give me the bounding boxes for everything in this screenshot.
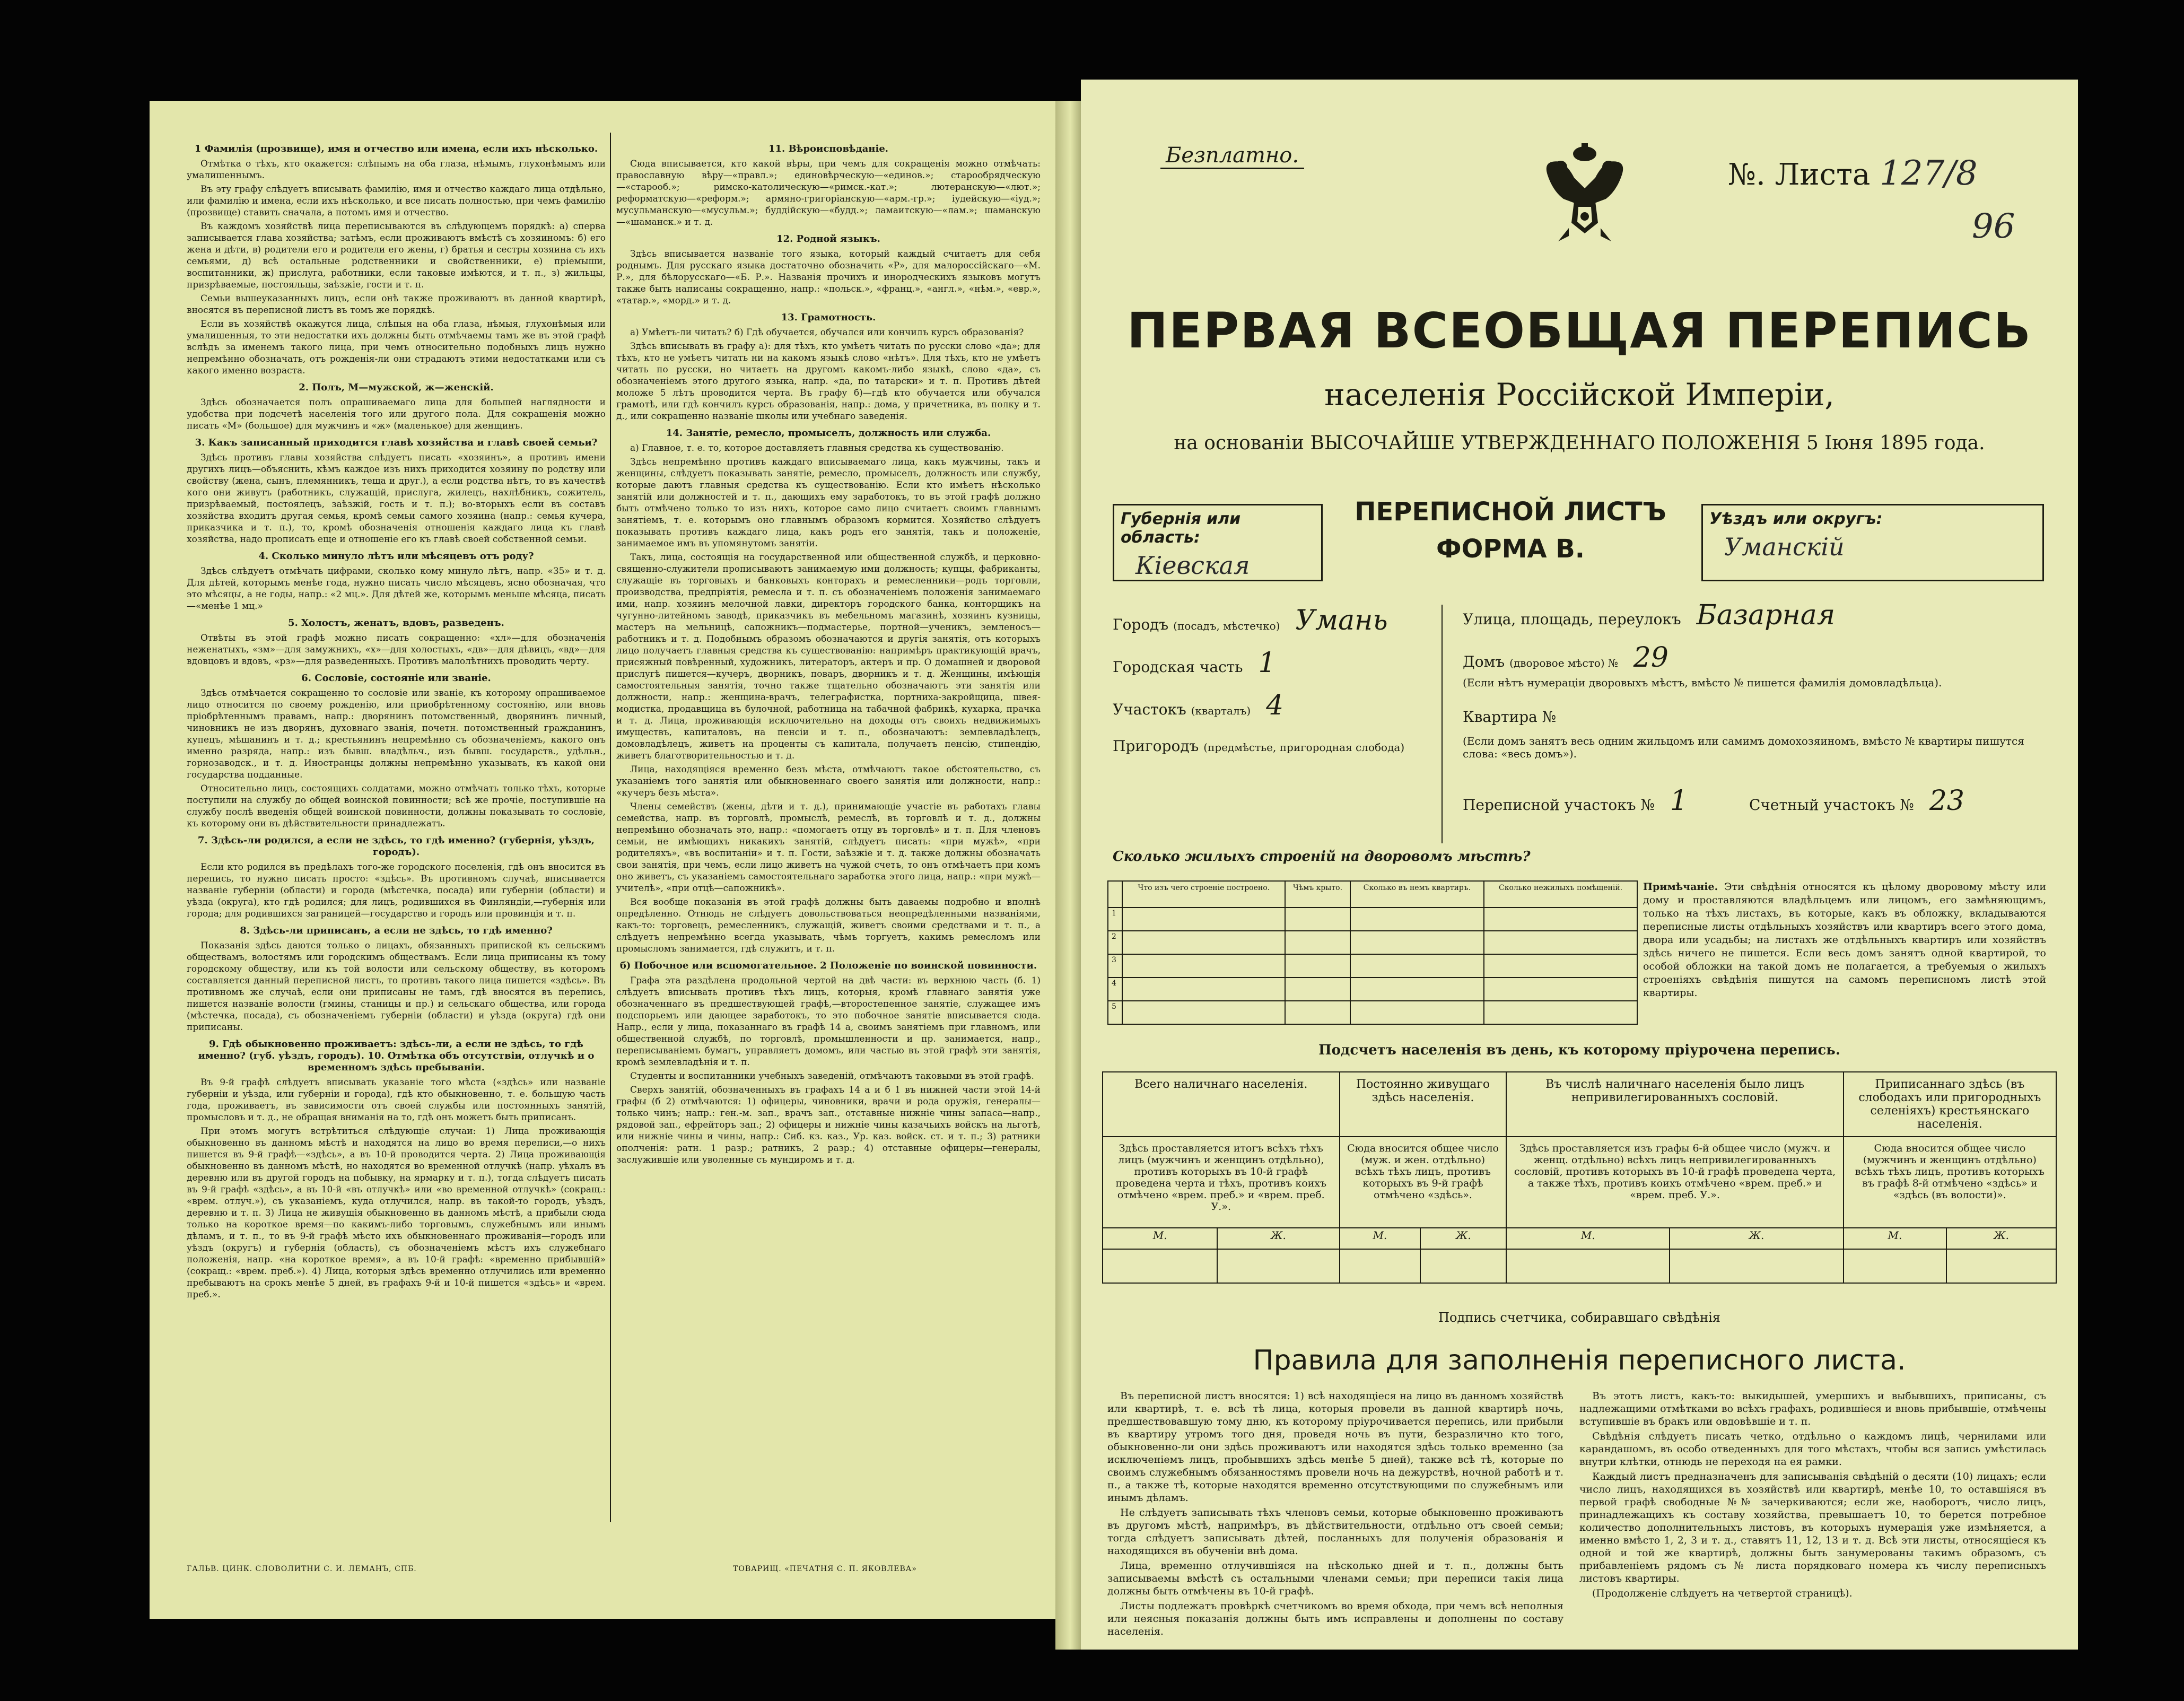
count-header: Приписаннаго здѣсь (въ слободахъ или пригородныхъ селеніяхъ) крестьянскаго населенія.	[1844, 1072, 2056, 1137]
buildings-cell	[1285, 931, 1350, 954]
count-female-label: Ж.	[1670, 1228, 1844, 1249]
buildings-cell	[1484, 1001, 1637, 1024]
buildings-cell	[1350, 908, 1484, 931]
buildings-row-number: 2	[1108, 931, 1122, 954]
buildings-cell	[1122, 978, 1285, 1001]
city-part-value: 1	[1258, 647, 1276, 679]
instruction-paragraph: При этомъ могутъ встрѣтиться слѣдующіе случаи: 1) Лица проживающія обыкновенно въ данномъ мѣстѣ и находятся на лицо во время переписи,—о нихъ пишется въ 9-й графѣ—«здѣсь», а въ 10-й проводится черта. 2) Лица проживающія обыкновенно въ данномъ мѣстѣ, но находятся во временной отлучкѣ (напр. уѣхалъ въ деревню или въ другой городъ на побывку, на ярмарку и т. п.), тогда слѣдуетъ писать въ 9-й графѣ «здѣсь», а въ 10-й «въ отлучкѣ» или «во временной отлучкѣ» (сокращ.: «врем. отлуч.»), съ указаніемъ, куда отлучился, напр. въ такой-то городъ, уѣздъ, деревню и т. п. 3) Лица не живущія обыкновенно въ данномъ мѣстѣ, а прибыли сюда только на короткое время—по какимъ-либо торговымъ, служебнымъ или инымъ дѣламъ, и т. п., то въ 9-й графѣ мѣсто ихъ обыкновеннаго проживанія—городъ или уѣздъ (округъ) и губернія (область), съ обозначеніемъ мѣстъ ихъ служебнаго положенія, напр. «на короткое время», а въ 10-й графѣ: «временно прибывшій» (сокращ.: «врем. преб.»). 4) Лица, которыя здѣсь временно отлучились или временно пребываютъ на срокъ менѣе 5 дней, въ графахъ 9-й и 10-й пишется «здѣсь» и «врем. преб.».	[187, 1126, 606, 1300]
count-description: Сюда вносится общее число (мужчинъ и женщинъ отдѣльно) всѣхъ тѣхъ лицъ, противъ которыхъ въ графѣ 8-й отмѣчено «здѣсь» и «здѣсь (въ волости)».	[1844, 1137, 2056, 1228]
section-heading: 12. Родной языкъ.	[776, 233, 880, 245]
count-male-label: М.	[1103, 1228, 1217, 1249]
section-heading: 14. Занятіе, ремесло, промыселъ, должность или служба.	[666, 428, 991, 439]
count-female-label: Ж.	[1946, 1228, 2056, 1249]
count-male-cell	[1340, 1249, 1421, 1283]
rules-paragraph: Въ этотъ листъ, какъ-то: выкидышей, умершихъ и выбывшихъ, приписаны, съ надлежащими отмѣтками во всѣхъ графахъ, родившіеся и вновь прибывшіе, отмѣчены вступившіе въ бракъ или овдовѣвшіе и т. п.	[1579, 1390, 2046, 1427]
buildings-header: Сколько въ немъ квартиръ.	[1350, 881, 1484, 908]
buildings-row	[1108, 931, 1637, 954]
rules-paragraph: Свѣдѣнія слѣдуетъ писать четко, отдѣльно о каждомъ лицѣ, чернилами или карандашомъ, въ особо отведенныхъ для того мѣстахъ, чтобы вся запись умѣстилась внутри клѣтки, отнюдь не переходя на ея рамки.	[1579, 1430, 2046, 1468]
instruction-paragraph: Относительно лицъ, состоящихъ солдатами, можно отмѣчать только тѣхъ, которые поступили на службу до общей воинской повинности; всѣ же прочіе, поступившіе на службу послѣ введенія общей воинской повинности, должны показывать то сословіе, къ которому они въ дѣйствительности принадлежатъ.	[187, 783, 606, 829]
count-district-value: 23	[1929, 785, 1965, 817]
instruction-paragraph: Въ каждомъ хозяйствѣ лица переписываются въ слѣдующемъ порядкѣ: а) сперва записывается глава хозяйства; затѣмъ, если проживаютъ вмѣстѣ съ хозяиномъ: б) его жена и дѣти, в) родители его и родители его жены, г) братья и сестры хозяина съ ихъ семьями, д) всѣ остальные родственники и свойственники, е) пріемыши, воспитанники, ж) прислуга, работники, если таковые имѣются, и т. п., з) жильцы, призрѣваемые, постояльцы, заѣзжіе, гости и т. п.	[187, 221, 606, 290]
instruction-paragraph: Семьи вышеуказанныхъ лицъ, если онѣ также проживаютъ въ данной квартирѣ, вносятся въ переписной листъ въ томъ же порядкѣ.	[187, 293, 606, 316]
apartment-hint: (Если домъ занятъ весь одним жильцомъ или самимъ домохозяиномъ, вмѣсто № квартиры пишутся слова: «весь домъ»).	[1463, 735, 2024, 760]
section-heading: 11. Вѣроисповѣданіе.	[768, 143, 889, 154]
instruction-paragraph: Здѣсь обозначается полъ опрашиваемаго лица для большей наглядности и удобства при подсчетѣ населенія того или другого пола. Для сокращенія можно писать «М» (большое) для мужчинъ и «ж» (маленькое) для женщинъ.	[187, 397, 606, 431]
buildings-cell	[1122, 931, 1285, 954]
buildings-note	[1643, 880, 2046, 1000]
rules-paragraph: Каждый листъ предназначенъ для записыванія свѣдѣній о десяти (10) лицахъ; если число лицъ, находящихся въ хозяйствѣ или квартирѣ, менѣе 10, то оставшіяся въ первой графѣ свободные №№ зачеркиваются; если же, наоборотъ, число лицъ, принадлежащихъ къ составу хозяйства, превышаетъ 10, то берется потребное количество дополнительныхъ листовъ, въ которыхъ нумерація уже измѣняется, а именно вмѣсто 1, 2, 3 и т. д., ставятъ 11, 12, 13 и т. д. Всѣ эти листы, относящіеся къ одной и той же квартирѣ, должны быть занумерованы такимъ образомъ, съ прибавленіемъ рядомъ съ № листа порядковаго номера къ числу переписныхъ листовъ квартиры.	[1579, 1471, 2046, 1584]
gubernia-label: Губернія или область:	[1121, 510, 1241, 547]
buildings-cell	[1484, 954, 1637, 978]
buildings-row-number: 3	[1108, 954, 1122, 978]
section-heading: 2. Полъ, М—мужской, ж—женскій.	[299, 382, 494, 393]
instruction-paragraph: Здѣсь вписывать въ графу а): для тѣхъ, кто умѣетъ читать по русски слово «да»; для тѣхъ, кто не умѣетъ читать ни на какомъ языкѣ слово «нѣтъ». Для тѣхъ, кто не умѣетъ читать по русски, но читаетъ на другомъ какомъ-либо языкѣ, слово «да», съ обозначеніемъ этого другого языка, напр. «да, по татарски» и т. п. Противъ дѣтей моложе 5 лѣтъ проводится черта. Въ графу б)—гдѣ кто обучается или обучался грамотѣ, или гдѣ кончилъ курсъ образованія, напр.: дома, у причетника, въ полку и т. д., или сокращенно названіе школы или учебнаго заведенія.	[616, 341, 1041, 422]
gubernia-box	[1113, 504, 1323, 581]
buildings-cell	[1350, 978, 1484, 1001]
census-district-value: 1	[1670, 785, 1688, 817]
buildings-header: Сколько нежилыхъ помѣщеній.	[1484, 881, 1637, 908]
gubernia-value: Кіевская	[1135, 551, 1250, 580]
section-heading: 3. Какъ записанный приходится главѣ хозяйства и главѣ своей семьи?	[195, 437, 598, 448]
rules-paragraph: Въ переписной листъ вносятся: 1) всѣ находящіеся на лицо въ данномъ хозяйствѣ или квартирѣ, т. е. всѣ тѣ лица, которыя провели въ данной квартирѣ ночь, предшествовавшую тому дню, къ которому пріурочивается перепись, или прибыли въ квартиру утромъ того дня, проведя ночь въ пути, безразлично кто того, обыкновенно-ли они здѣсь проживаютъ или находятся здѣсь только временно (за исключеніемъ лицъ, пробывшихъ здѣсь менѣе 5 дней), также всѣ тѣ, которые по своимъ служебнымъ обязанностямъ провели ночь на дежурствѣ, ночной работѣ и т. п., а также тѣ, которые находятся временно отсутствующими по служебнымъ или инымъ дѣламъ.	[1107, 1390, 1563, 1504]
count-female-label: Ж.	[1420, 1228, 1506, 1249]
buildings-header: Что изъ чего строеніе построено.	[1122, 881, 1285, 908]
buildings-row-number: 4	[1108, 978, 1122, 1001]
count-female-cell	[1670, 1249, 1844, 1283]
section-heading: 13. Грамотность.	[781, 312, 876, 323]
section-heading: 1 Фамилія (прозвище), имя и отчество или имена, если ихъ нѣсколько.	[194, 143, 598, 154]
house-hint: (Если нѣтъ нумераціи дворовыхъ мѣстъ, вмѣсто № пишется фамилія домовладѣльца).	[1463, 676, 1942, 689]
double-headed-eagle-emblem	[1537, 138, 1632, 244]
buildings-cell	[1122, 908, 1285, 931]
instruction-paragraph: Такъ, лица, состоящія на государственной или общественной службѣ, и церковно-священно-служители прописываютъ занимаемую ими должность; купцы, фабриканты, служащіе въ торговыхъ и банковыхъ конторахъ и ремесленники—родъ торговли, производства, предпріятія, ремесла и т. п. съ обозначеніемъ положенія занимаемаго ими, напр. хозяинъ мелочной лавки, директоръ городского банка, конторщикъ на чугунно-литейномъ заводѣ, приказчикъ въ мебельномъ магазинѣ, хозяинъ кузницы, мастеръ на мельницѣ, сапожникъ—подмастерье, портной—ученикъ, земленосъ—работникъ и т. д. Подобнымъ образомъ обозначаются и другія занятія, отъ которыхъ лицо получаетъ главныя средства къ существованію: напримѣръ практикующій врачъ, присяжный повѣренный, художникъ, литераторъ, актеръ и пр. О домашней и дворовой прислугѣ пишется—кучеръ, дворникъ, поваръ, дворникъ и т. д. Женщины, имѣющія самостоятельныя занятія, точно также тщательно обозначаютъ эти занятія или должности, напр.: женщина-врачъ, телеграфистка, портниха-закройщица, швея-модистка, продавщица въ булочной, работница на табачной фабрикѣ, кухарка, прачка и т. д. Лица, проживающія исключительно на доходы отъ своихъ недвижимыхъ имуществъ, капиталовъ, на пенсіи и т. п., обозначаютъ: землевладѣлецъ, домовладѣлецъ, живетъ на проценты съ капитала, получаетъ пенсію, стипендію, живетъ благотворительностью и т. д.	[616, 552, 1041, 761]
count-male-cell	[1506, 1249, 1670, 1283]
census-subtitle: населенія Россійской Имперіи,	[1324, 377, 1834, 413]
buildings-question: Сколько жилыхъ строеній на дворовомъ мѣстѣ?	[1113, 849, 1531, 865]
census-district-field: Переписной участокъ № 1	[1463, 785, 1688, 817]
section-heading: 6. Сословіе, состояніе или званіе.	[301, 673, 491, 684]
instruction-paragraph: Если въ хозяйствѣ окажутся лица, слѣпыя на оба глаза, нѣмыя, глухонѣмыя или умалишенныя, то эти недостатки ихъ должны быть отмѣчаемы тамъ же въ этой графѣ вслѣдъ за именемъ такого лица, при чемъ относительно подобныхъ лицъ нужно непремѣнно обозначать, отъ рожденія-ли они страдаютъ этими недостатками или съ какого именно возраста.	[187, 319, 606, 376]
instruction-paragraph: Сверхъ занятій, обозначенныхъ въ графахъ 14 а и б 1 въ нижней части этой 14-й графы (б 2) отмѣчаются: 1) офицеры, чиновники, врачи и рода оружія, генералы—только чинъ; напр.: ген.-м. зап., врачъ зап., отставные нижніе чины запаса—напр., рядовой зап., ефрейторъ зап.; 2) офицеры и нижніе чины казачьихъ войскъ на льготѣ, или нижніе чины и чины, напр.: Сиб. кз. каз., Ур. каз. войск. ст. и т. п.; 3) ратники ополченія: ратн. 1 разр.; ратникъ, 2 разр.; 4) отставные офицеры—генералы, заслужившіе или уволенные съ мундиромъ и т. д.	[616, 1085, 1041, 1165]
section-heading: 7. Здѣсь-ли родился, а если не здѣсь, то гдѣ именно? (губернія, уѣздъ, городъ).	[197, 835, 595, 858]
rules-column-right	[1579, 1390, 2046, 1602]
buildings-cell	[1122, 1001, 1285, 1024]
population-count-title: Подсчетъ населенія въ день, къ которому пріурочена перепись.	[1318, 1042, 1840, 1058]
count-male-cell	[1844, 1249, 1946, 1283]
count-description: Здѣсь проставляется изъ графы 6-й общее число (мужч. и женщ. отдѣльно) всѣхъ лицъ непривилегированныхъ сословій, противъ которыхъ въ 10-й графѣ проведена черта, а также тѣхъ, противъ коихъ отмѣчено «врем. преб.» и «врем. преб. У.».	[1506, 1137, 1843, 1228]
apartment-field: Квартира №	[1463, 708, 1557, 726]
count-male-label: М.	[1506, 1228, 1670, 1249]
count-female-label: Ж.	[1217, 1228, 1339, 1249]
instruction-paragraph: Здѣсь вписывается названіе того языка, который каждый считаетъ для себя роднымъ. Для русскаго языка достаточно обозначить «Р», для малороссійскаго—«М. Р.», для бѣлорусскаго—«Б. Р.». Названія прочихъ и инородческихъ языковъ могутъ также быть написаны сокращенно, напр.: «польск.», «франц.», «англ.», «нѣм.», «евр.», «татар.», «морд.» и т. д.	[616, 249, 1041, 306]
instruction-paragraph: а) Умѣетъ-ли читать? б) Гдѣ обучается, обучался или кончилъ курсъ образованія?	[630, 327, 1024, 338]
buildings-cell	[1285, 908, 1350, 931]
buildings-cell	[1122, 954, 1285, 978]
buildings-cell	[1285, 954, 1350, 978]
count-header: Постоянно живущаго здѣсь населенія.	[1340, 1072, 1507, 1137]
buildings-header: Чѣмъ крыто.	[1285, 881, 1350, 908]
population-count-table	[1102, 1071, 2057, 1284]
section-heading: 8. Здѣсь-ли приписанъ, а если не здѣсь, то гдѣ именно?	[240, 925, 553, 936]
instructions-column-right	[616, 138, 1041, 1168]
instruction-paragraph: Здѣсь противъ главы хозяйства слѣдуетъ писать «хозяинъ», а противъ имени другихъ лицъ—объяснить, кѣмъ каждое изъ нихъ приходится хозяину по родству или свойству (жена, сынъ, племянникъ, теща и друг.), а если родства нѣтъ, то въ качествѣ кого они живутъ (работникъ, служащій, прислуга, жилецъ, нахлѣбникъ, сожитель, призрѣваемый, постоялецъ, заѣзжій, гость и т. п.); во-вторыхъ если въ составъ хозяйства входитъ другая семья, кромѣ семьи самого хозяина (напр.: семья кучера, приказчика и т. п.), то, кромѣ обозначенія отношенія каждаго лица къ главѣ хозяйства, надо прописать еще и отношеніе его къ главѣ своей собственной семьи.	[187, 452, 606, 545]
instruction-paragraph: Лица, находящіяся временно безъ мѣста, отмѣчаютъ такое обстоятельство, съ указаніемъ того занятія или обыкновеннаго своего занятія или должности, напр.: «кучеръ безъ мѣста».	[616, 764, 1041, 798]
instruction-paragraph: Студенты и воспитанники учебныхъ заведеній, отмѣчаютъ таковыми въ этой графѣ.	[630, 1071, 1034, 1081]
street-value: Базарная	[1696, 599, 1836, 631]
rules-paragraph: (Продолженіе слѣдуетъ на четвертой страницѣ).	[1592, 1587, 1853, 1599]
instruction-paragraph: Показанія здѣсь даются только о лицахъ, обязанныхъ припиской къ сельскимъ обществамъ, волостямъ или городскимъ обществамъ. Если лица приписаны къ тому городскому обществу, или къ той волости или сельскому обществу, въ которомъ составляется данный переписной листъ, то противъ такого лица пишется «здѣсь». Въ противномъ же случаѣ, если они приписаны не тамъ, гдѣ вносятся въ перепись, пишется названіе волости (гмины, станицы и пр.) и сельскаго общества, или города (мѣстечка, посада), съ обозначеніемъ губерніи (области) и уѣзда (округа) гдѣ они приписаны.	[187, 940, 606, 1033]
instruction-paragraph: Отмѣтка о тѣхъ, кто окажется: слѣпымъ на оба глаза, нѣмымъ, глухонѣмымъ или умалишеннымъ.	[187, 159, 606, 181]
census-legal-basis: на основаніи ВЫСОЧАЙШЕ УТВЕРЖДЕННАГО ПОЛОЖЕНІЯ 5 Іюня 1895 года.	[1174, 432, 1985, 454]
house-value: 29	[1633, 642, 1668, 674]
street-field: Улица, площадь, переулокъ Базарная	[1463, 599, 1836, 631]
buildings-cell	[1484, 931, 1637, 954]
instruction-paragraph: Графа эта раздѣлена продольной чертой на двѣ части: въ верхнюю часть (б. 1) слѣдуетъ вписывать противъ тѣхъ лицъ, которыя, кромѣ главнаго занятія уже обозначеннаго въ предшествующей графѣ,—второстепенное занятіе, служащее имъ подспорьемъ или дающее заработокъ, то это побочное занятіе вписывается сюда. Напр., если у лица, показаннаго въ графѣ 14 а, своимъ занятіемъ при главномъ, или общественной службѣ, по торговлѣ, промышленности и пр. занимается, напр., переписываніемъ бумагъ, управляетъ домомъ, или частью въ этой графѣ эти занятія, кромѣ землевладѣнія и т. п.	[616, 975, 1041, 1068]
count-header: Въ числѣ наличнаго населенія было лицъ непривилегированныхъ сословій.	[1506, 1072, 1843, 1137]
instruction-paragraph: Здѣсь отмѣчается сокращенно то сословіе или званіе, къ которому опрашиваемое лицо относится по своему рожденію, или приобрѣтенному состоянію, или вновь пріобрѣтеннымъ правамъ, напр.: дворянинъ потомственный, дворянинъ личный, чиновникъ не изъ дворянъ, духовнаго званія, почетн. потомственный гражданинъ, купецъ, мѣщанинъ и т. д.; крестьянинъ непремѣнно съ обозначеніемъ, какого онъ именно разряда, напр.: изъ бывш. владѣльч., изъ бывш. государств., удѣльн., горнозаводск., и т. д. Иностранцы должны непремѣнно указывать, къ какой они государства подданные.	[187, 688, 606, 780]
buildings-row-number: 5	[1108, 1001, 1122, 1024]
district-value: 4	[1266, 690, 1284, 721]
census-title: ПЕРВАЯ ВСЕОБЩАЯ ПЕРЕПИСЬ	[1126, 302, 2032, 359]
district-field: Участокъ (кварталъ) 4	[1113, 690, 1284, 721]
form-letter: ФОРМА В.	[1436, 534, 1585, 564]
count-description: Здѣсь проставляется итогъ всѣхъ тѣхъ лицъ (мужчинъ и женщинъ отдѣльно), противъ которыхъ въ 10-й графѣ проведена черта и тѣхъ, противъ коихъ отмѣчено «врем. преб.» и «врем. преб. У.».	[1103, 1137, 1340, 1228]
instruction-paragraph: Члены семействъ (жены, дѣти и т. д.), принимающіе участіе въ работахъ главы семейства, напр. въ торговлѣ, промыслѣ, ремеслѣ, въ торговлѣ и т. д., должны непремѣнно обозначать это, напр.: «помогаетъ отцу въ торговлѣ» и т. п. Для членовъ семьи, не имѣющихъ никакихъ занятій, слѣдуетъ писать: «при мужѣ», «при родителяхъ», «въ воспитаніи» и т. п. Гости, заѣзжіе и т. д. также должны обозначать свои занятія, при чемъ, если лицо живетъ на чужой счетъ, то онъ отмѣчаетъ при комъ оно живетъ, съ указаніемъ самостоятельнаго заработка этого лица, напр.: «при мужѣ—учителѣ», «при отцѣ—сапожникѣ».	[616, 801, 1041, 894]
buildings-cell	[1350, 931, 1484, 954]
city-value: Умань	[1295, 605, 1388, 636]
instruction-paragraph: Сюда вписывается, кто какой вѣры, при чемъ для сокращенія можно отмѣчать: православную вѣру—«правл.»; единовѣрческую—«единов.»; старообрядческую—«старооб.»; римско-католическую—«римск.-кат.»; лютеранскую—«лют.»; реформатскую—«реформ.»; армяно-григоріанскую—«арм.-гр.»; іудейскую—«іуд.»; мусульманскую—«мусульм.»; буддійскую—«будд.»; ламаитскую—«лам.»; шаманскую—«шаманск.» и т. д.	[616, 159, 1041, 228]
section-heading: 9. Гдѣ обыкновенно проживаетъ: здѣсь-ли, а если не здѣсь, то гдѣ именно? (губ. уѣздъ, городъ). 10. Отмѣтка объ отсутствіи, отлучкѣ и о временномъ здѣсь пребываніи.	[198, 1039, 595, 1073]
rules-paragraph: Листы подлежатъ провѣркѣ счетчикомъ во время обхода, при чемъ всѣ неполныя или неясныя показанія должны быть имъ исправлены и дополнены по составу населенія.	[1107, 1600, 1563, 1637]
address-divider	[1442, 605, 1443, 843]
rules-paragraph: Лица, временно отлучившіяся на нѣсколько дней и т. п., должны быть записываемы вмѣстѣ съ остальными членами семьи; при переписи такія лица должны быть отмѣчены въ 10-й графѣ.	[1107, 1560, 1563, 1597]
count-male-cell	[1103, 1249, 1217, 1283]
uezd-box	[1701, 504, 2044, 581]
sheet-number-handwritten: 127/8	[1880, 154, 1978, 193]
instruction-paragraph: Если кто родился въ предѣлахъ того-же городского поселенія, гдѣ онъ вносится въ перепись, то нужно писать просто: «здѣсь». Въ противномъ случаѣ, вписывается названіе губерніи (области) и города (мѣстечка, посада) или губерніи (области) и уѣзда (округа), кто гдѣ родился; для лицъ, родившихся въ Финляндіи,—губернія или города; для родившихся заграницей—государство и городъ или провинція и т. п.	[187, 862, 606, 919]
instruction-paragraph: Въ 9-й графѣ слѣдуетъ вписывать указаніе того мѣста («здѣсь» или названіе губерніи и уѣзда, или губерніи и города), гдѣ кто обыкновенно, т. е. большую часть года, проживаетъ, въ зависимости отъ своей службы или постоянныхъ занятій, промысловъ и т. д., не обращая вниманія на то, гдѣ онъ можетъ быть приписанъ.	[187, 1077, 606, 1123]
form-header	[1325, 493, 1696, 568]
section-heading: 4. Сколько минуло лѣтъ или мѣсяцевъ отъ роду?	[258, 551, 534, 562]
suburb-field: Пригородъ (предмѣстье, пригородная слобода)	[1113, 737, 1405, 755]
instruction-paragraph: Въ эту графу слѣдуетъ вписывать фамилію, имя и отчество каждаго лица отдѣльно, или фамилію и имена, если ихъ нѣсколько, и все писать полностью, при чемъ фамилію (прозвище) ставить сначала, а потомъ имя и отчество.	[187, 184, 606, 218]
uezd-label: Уѣздъ или округъ:	[1709, 510, 1883, 528]
instruction-paragraph: а) Главное, т. е. то, которое доставляетъ главныя средства къ существованію.	[630, 443, 1004, 453]
column-divider	[610, 133, 611, 1522]
instruction-paragraph: Вся вообще показанія въ этой графѣ должны быть даваемы подробно и вполнѣ опредѣленно. Отнюдь не слѣдуетъ довольствоваться неопредѣленными названіями, какъ-то: торговецъ, ремесленникъ, служащій, живетъ своими средствами и т. п., а слѣдуетъ непремѣнно всегда указывать, чѣмъ торгуетъ, какимъ ремесломъ или промысломъ занимается, гдѣ служитъ, и т. п.	[616, 897, 1041, 954]
instruction-paragraph: Здѣсь непремѣнно противъ каждаго вписываемаго лица, какъ мужчины, такъ и женщины, слѣдуетъ показывать занятіе, ремесло, промыселъ, должность или службу, которые даютъ главныя средства къ существованію. Если кто имѣетъ нѣсколько занятій или должностей и т. п., дающихъ ему заработокъ, то въ этой графѣ должно быть отмѣчено только то изъ нихъ, которое само лицо считаетъ своимъ главнымъ занятіемъ, т. е. которымъ оно главнымъ образомъ кормится. Хозяйство слѣдуетъ показывать противъ каждаго лица, какъ родъ его занятія, такъ и положеніе, занимаемое имъ въ упомянутомъ занятіи.	[616, 457, 1041, 549]
buildings-cell	[1484, 978, 1637, 1001]
buildings-cell	[1285, 978, 1350, 1001]
form-title: ПЕРЕПИСНОЙ ЛИСТЪ	[1355, 497, 1666, 527]
count-female-cell	[1217, 1249, 1339, 1283]
buildings-row	[1108, 1001, 1637, 1024]
sheet-number-second: 96	[1972, 207, 2015, 246]
buildings-cell	[1484, 908, 1637, 931]
note-text: Эти свѣдѣнія относятся къ цѣлому дворовому мѣсту или дому и проставляются владѣльцемъ или лицомъ, его замѣняющимъ, только на тѣхъ листахъ, въ которые, какъ въ обложку, вкладываются переписные листы отдѣльныхъ хозяйствъ или квартиръ всего этого дома, двора или усадьбы; на листахъ же отдѣльныхъ квартиръ или хозяйствъ здѣсь ничего не пишется. Если весь домъ занятъ одной квартирой, то особой обложки на такой домъ не полагается, а требуемыя о жилыхъ строеніяхъ свѣдѣнія пишутся на самомъ переписномъ листѣ этой квартиры.	[1643, 881, 2046, 999]
count-male-label: М.	[1340, 1228, 1421, 1249]
signature-line: Подпись счетчика, собиравшаго свѣдѣнія	[1438, 1310, 1720, 1325]
house-field: Домъ (дворовое мѣсто) № 29	[1463, 642, 1668, 674]
uezd-value: Уманскій	[1724, 533, 1845, 561]
buildings-table	[1107, 880, 1638, 1025]
instruction-paragraph: Здѣсь слѣдуетъ отмѣчать цифрами, сколько кому минуло лѣтъ, напр. «35» и т. д. Для дѣтей, которымъ менѣе года, нужно писать число мѣсяцевъ, ясно обозначая, что это мѣсяцы, а не годы, напр.: «2 мц.». Для дѣтей же, которымъ меньше мѣсяца, писать—«менѣе 1 мц.»	[187, 566, 606, 612]
instruction-paragraph: Отвѣты въ этой графѣ можно писать сокращенно: «хл»—для обозначенія неженатыхъ, «зм»—для замужнихъ, «х»—для холостыхъ, «дв»—для дѣвицъ, «вд»—для вдовцовъ и вдовъ, «рз»—для разведенныхъ. Противъ малолѣтнихъ проводить черту.	[187, 633, 606, 667]
section-heading: 5. Холостъ, женатъ, вдовъ, разведенъ.	[288, 617, 504, 629]
buildings-header-no	[1108, 881, 1122, 908]
section-heading: б) Побочное или вспомогательное. 2 Положеніе по воинской повинности.	[619, 960, 1037, 971]
buildings-row-number: 1	[1108, 908, 1122, 931]
right-page	[1081, 80, 2078, 1650]
buildings-cell	[1350, 954, 1484, 978]
buildings-row	[1108, 954, 1637, 978]
buildings-row	[1108, 908, 1637, 931]
rules-title: Правила для заполненія переписного листа.	[1253, 1345, 1906, 1376]
count-header: Всего наличнаго населенія.	[1103, 1072, 1340, 1137]
city-part-field: Городская часть 1	[1113, 647, 1276, 679]
rules-column-left	[1107, 1390, 1563, 1640]
buildings-row	[1108, 978, 1637, 1001]
count-female-cell	[1420, 1249, 1506, 1283]
city-field: Городъ (посадъ, мѣстечко) Умань	[1113, 605, 1388, 636]
free-label: Безплатно.	[1160, 143, 1304, 169]
buildings-cell	[1350, 1001, 1484, 1024]
rules-paragraph: Не слѣдуетъ записывать тѣхъ членовъ семьи, которые обыкновенно проживаютъ въ другомъ мѣстѣ, напримѣръ, въ дѣйствительности, отдѣльно отъ своей семьи; тогда слѣдуетъ записывать дѣтей, посланныхъ для полученія образованія и находящихся въ обученіи внѣ дома.	[1107, 1507, 1563, 1557]
left-page	[150, 101, 1072, 1619]
sheet-number: №. Листа 127/8	[1728, 154, 1978, 193]
count-district-field: Счетный участокъ № 23	[1749, 785, 1965, 817]
printer-footer-left: ГАЛЬВ. ЦИНК. СЛОВОЛИТНИ С. И. ЛЕМАНЪ, СПБ.	[187, 1565, 417, 1573]
instructions-column-left	[187, 138, 606, 1303]
buildings-cell	[1285, 1001, 1350, 1024]
count-male-label: М.	[1844, 1228, 1946, 1249]
count-description: Сюда вносится общее число (муж. и жен. отдѣльно) всѣхъ тѣхъ лицъ, противъ которыхъ въ 9-й графѣ отмѣчено «здѣсь».	[1340, 1137, 1507, 1228]
printer-footer-right: ТОВАРИЩ. «ПЕЧАТНЯ С. П. ЯКОВЛЕВА»	[733, 1565, 917, 1573]
count-female-cell	[1946, 1249, 2056, 1283]
note-label: Примѣчаніе.	[1643, 881, 1718, 893]
